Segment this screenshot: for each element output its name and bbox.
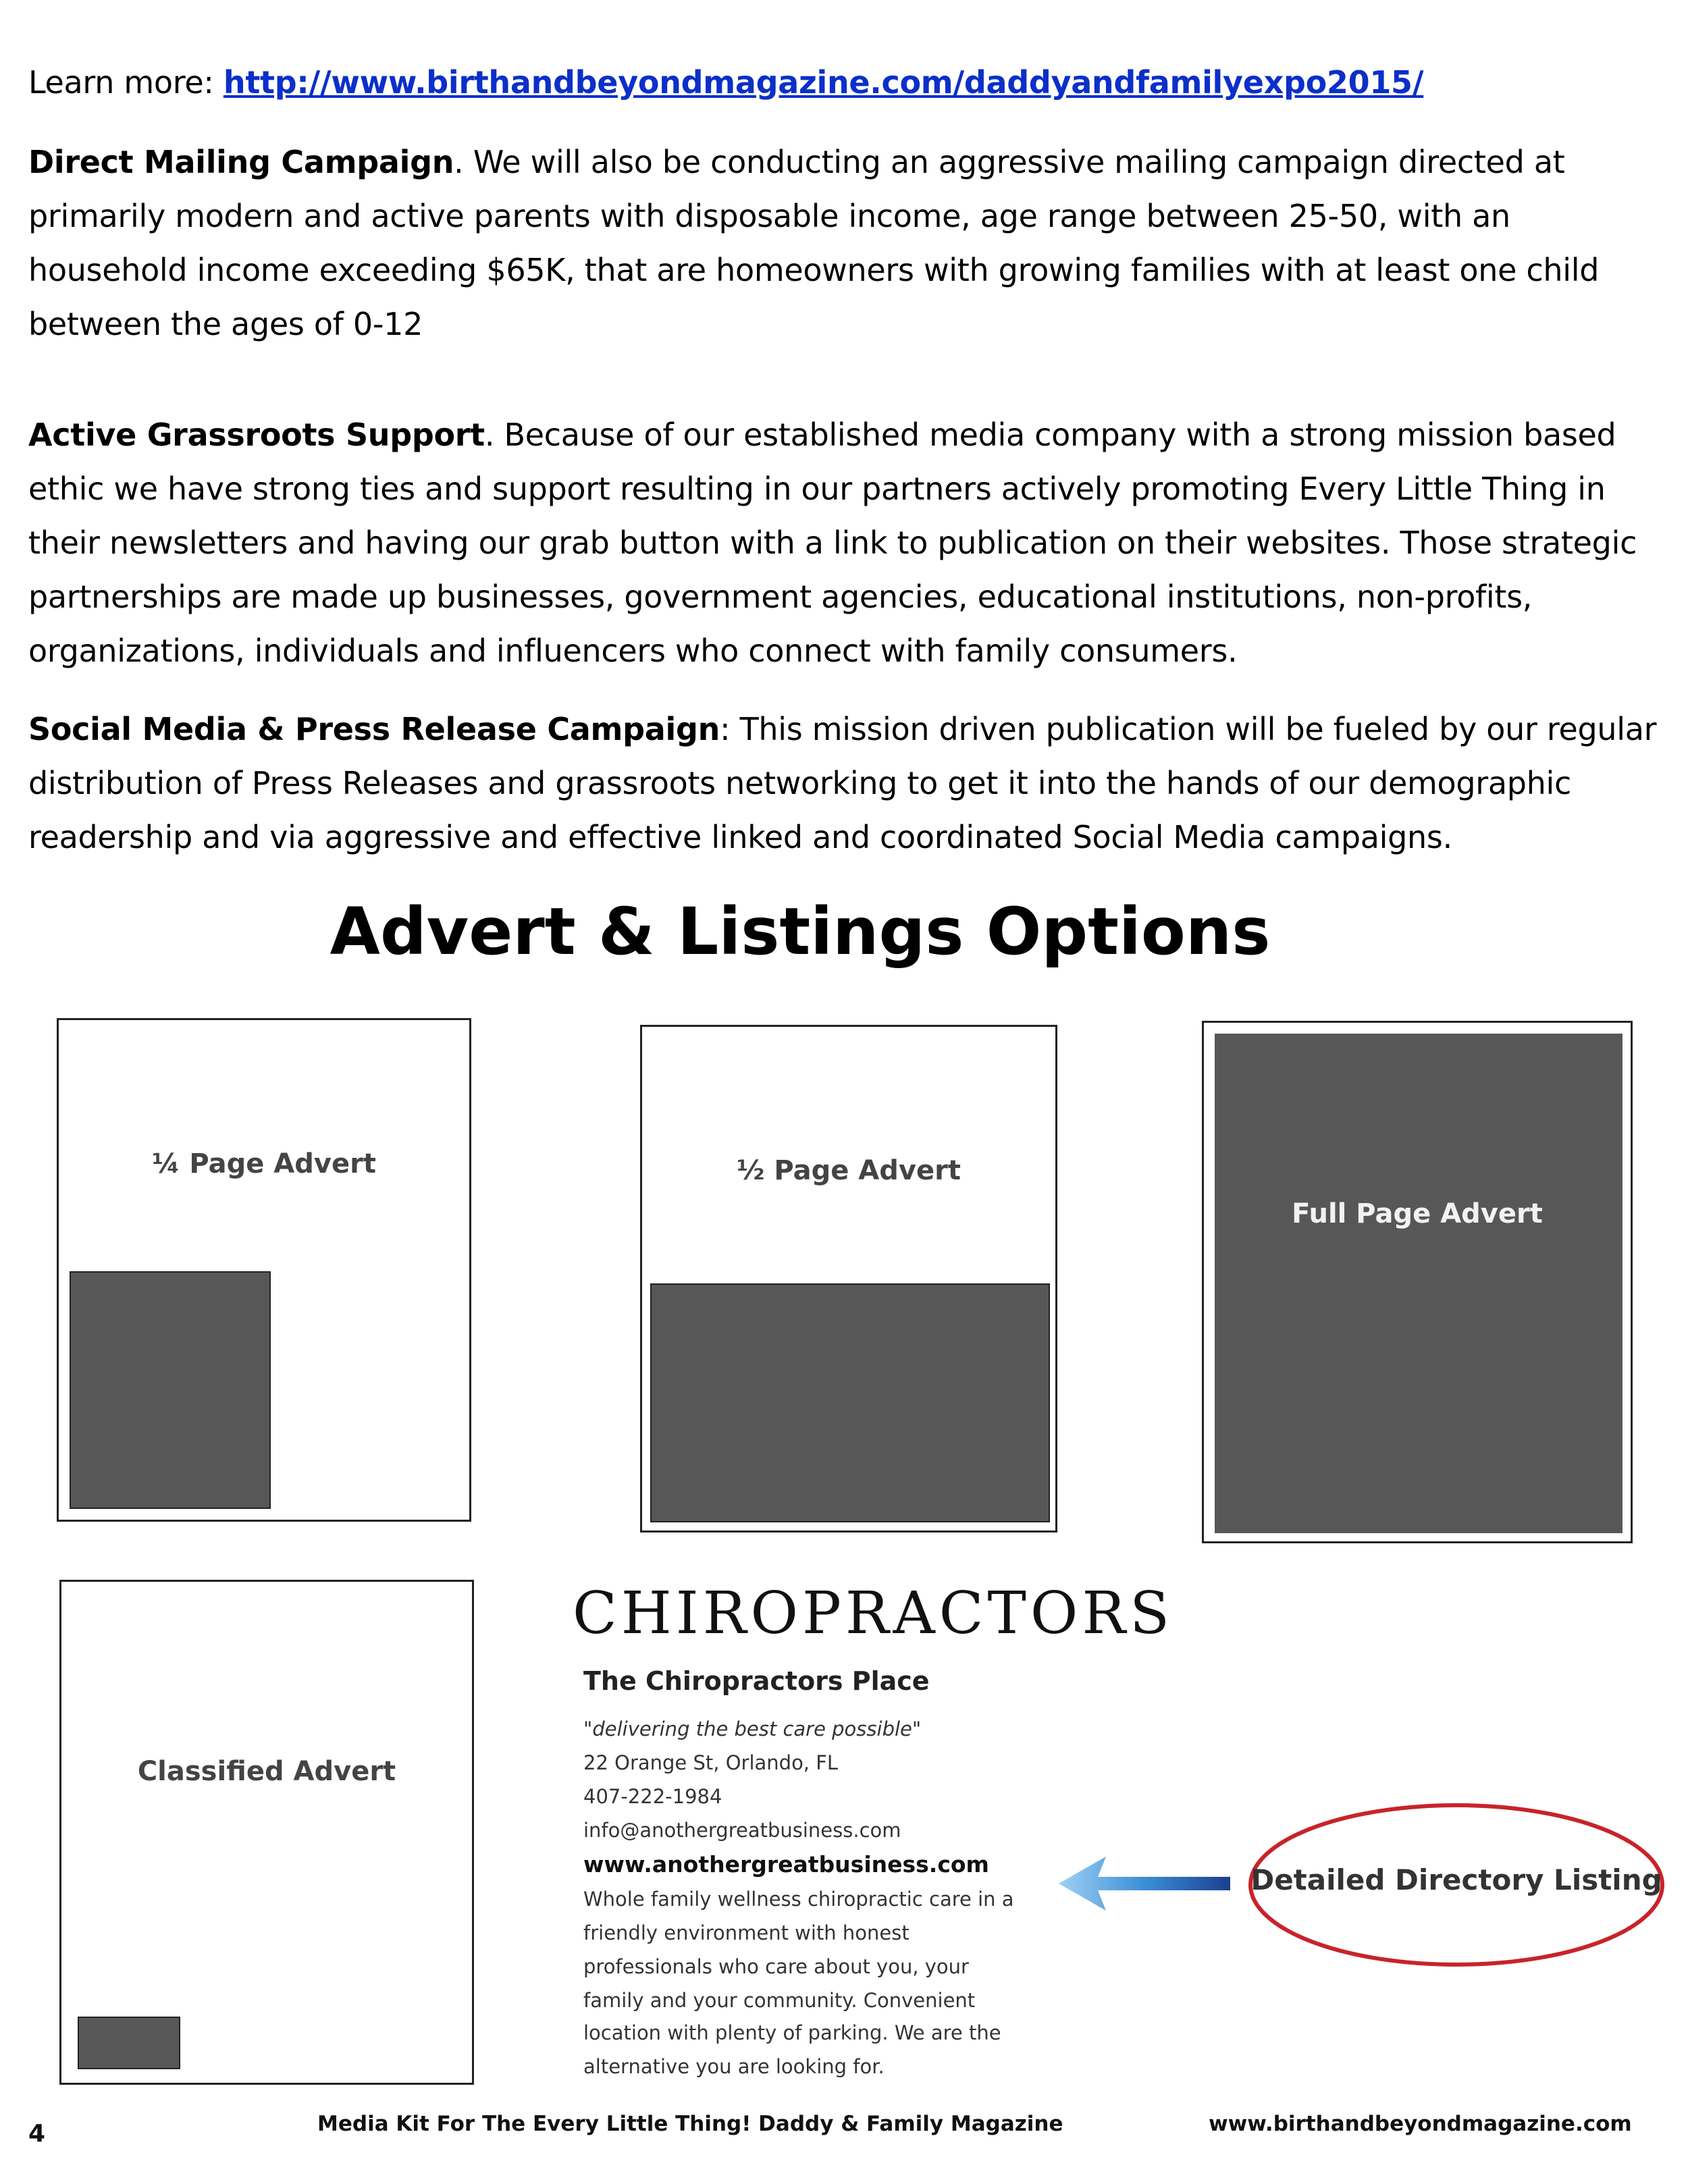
footer-title: Media Kit For The Every Little Thing! Daddy & Family Magazine: [317, 2112, 1063, 2136]
directory-description-line: friendly environment with honest: [583, 1921, 909, 1944]
directory-description-line: family and your community. Convenient: [583, 1989, 976, 2012]
section-title: Direct Mailing Campaign: [28, 144, 454, 180]
directory-phone: 407-222-1984: [583, 1785, 722, 1808]
half-page-advert: [640, 1025, 1057, 1533]
classified-label: Classified Advert: [137, 1756, 396, 1787]
section-text: : This mission driven publication will be fueled by our regular distribution of Press Releases and grassroots networking to get it into the hands of our demographic readership and via aggressive and effective linked and coordinated Social Media campaigns.: [28, 711, 1657, 855]
footer-website: www.birthandbeyondmagazine.com: [1209, 2112, 1632, 2136]
section-text: . Because of our established media company with a strong mission based ethic we have strong ties and support resulting in our partners actively promoting Every Little Thing in their newsletters and having our grab button with a link to publication on their websites. Those strategic partnerships are made up businesses, government agencies, educational institutions, non-profits, organizations, individuals and influencers who connect with family consumers.: [28, 417, 1637, 669]
section-title: Active Grassroots Support: [28, 417, 485, 453]
section-text: . We will also be conducting an aggressive mailing campaign directed at primarily modern and active parents with disposable income, age range between 25-50, with an household income exceeding $65K, that are homeowners with growing families with at least one child between the ages of 0-12: [28, 144, 1600, 342]
learn-more-label: Learn more:: [28, 64, 223, 101]
arrow-left-icon: [1053, 1850, 1236, 1917]
directory-website: www.anothergreatbusiness.com: [583, 1851, 989, 1877]
section-direct-mailing: [28, 135, 1669, 351]
directory-description-line: location with plenty of parking. We are the: [583, 2021, 1001, 2044]
classified-fill: [78, 2017, 180, 2069]
classified-advert: [59, 1580, 474, 2085]
section-social-media: [28, 702, 1669, 864]
callout-label: Detailed Directory Listing: [1250, 1863, 1662, 1896]
directory-description-line: professionals who care about you, your: [583, 1955, 969, 1978]
directory-description-line: alternative you are looking for.: [583, 2055, 885, 2078]
quarter-page-label: ¼ Page Advert: [152, 1148, 376, 1179]
options-heading: Advert & Listings Options: [329, 894, 1271, 969]
full-page-advert: [1202, 1021, 1633, 1543]
directory-tagline: "delivering the best care possible": [583, 1717, 922, 1740]
directory-category: CHIROPRACTORS: [573, 1580, 1174, 1647]
half-page-label: ½ Page Advert: [737, 1155, 961, 1186]
full-page-label: Full Page Advert: [1292, 1198, 1543, 1229]
half-page-fill: [650, 1283, 1050, 1522]
directory-business-name: The Chiropractors Place: [583, 1666, 930, 1696]
learn-more-line: [28, 55, 1669, 109]
section-grassroots: [28, 408, 1669, 678]
full-page-fill: [1215, 1034, 1623, 1533]
quarter-page-fill: [70, 1271, 271, 1509]
quarter-page-advert: [57, 1018, 471, 1522]
directory-address: 22 Orange St, Orlando, FL: [583, 1751, 839, 1774]
directory-email: info@anothergreatbusiness.com: [583, 1819, 901, 1842]
directory-description-line: Whole family wellness chiropractic care in a: [583, 1888, 1014, 1911]
section-title: Social Media & Press Release Campaign: [28, 711, 720, 747]
expo-link[interactable]: http://www.birthandbeyondmagazine.com/daddyandfamilyexpo2015/: [223, 64, 1424, 101]
page-number: 4: [28, 2120, 46, 2148]
